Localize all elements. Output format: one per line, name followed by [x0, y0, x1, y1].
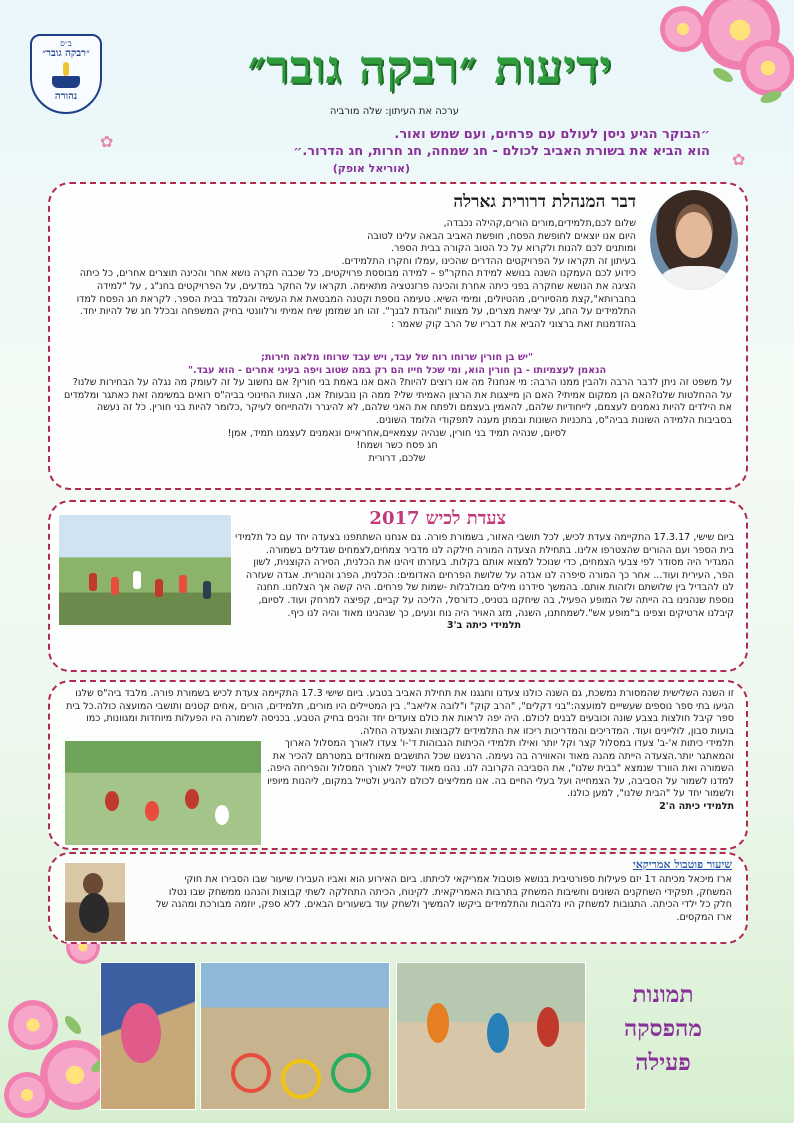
- principal-body: [62, 352, 732, 465]
- butterfly-icon: ✿: [100, 132, 114, 151]
- recess-photo: [100, 962, 196, 1110]
- paragraph: שלום לכם,תלמידים,מורים הורים,קהילה נכבדה,: [443, 218, 636, 229]
- trip-body-bottom: [264, 738, 734, 814]
- principal-heading: דבר המנהלת דרורית גארלה: [453, 192, 636, 212]
- quote-line-1: ״הבוקר הגיע ניסן לעולם עם פרחים, ועם שמש ואור.: [394, 127, 710, 142]
- paragraph: ומותנים לכם להנות ולקרוא על כל הטוב הקורה בבית הספר.: [390, 243, 636, 255]
- trip-photo: [64, 740, 262, 846]
- principal-signature: שלכם, דרורית: [368, 452, 426, 464]
- gallery-caption-line-3: פעילה: [635, 1049, 691, 1076]
- recess-photo: [396, 962, 586, 1110]
- paragraph: בעיתון זה תקראו על הפרויקטים ההדרים שהכינו ,עמלו וחקרו התלמידים.: [341, 255, 636, 267]
- school-logo: [30, 34, 102, 114]
- march-photo: [58, 514, 232, 626]
- paragraph: חג פסח כשר ושמח!: [356, 440, 438, 452]
- logo-line-1: ב״ס: [60, 39, 72, 48]
- principal-intro: [76, 218, 636, 331]
- recess-photo: [200, 962, 390, 1110]
- gallery-caption-line-2: מהפסקה: [624, 1015, 702, 1042]
- march-signature: תלמידי כיתה ב'3: [446, 620, 522, 632]
- march-heading: צעדת לכיש 2017: [369, 508, 506, 529]
- logo-line-2: ״רבקה גובר״: [42, 48, 90, 59]
- motto-line-1: "יש בן חורין שרוחו רוח של עבד, ויש עבד שרוחו מלאה חירות;: [261, 352, 533, 363]
- quote-author: (אוריאל אופק): [332, 162, 410, 175]
- football-body: ארז מיכאל מכיתה ד1 יזם פעילות ספורטיבית בנושא פוטבול אמריקאי לכיתתו. ביום האירוע הוא ואביו העבירו שיעור שבו הסבירו את חוקי המשחק, תפקידי השחקנים השונים וחשיבות המשחק בתרבות האמריקאית. לקינוח, הכיתה התחלקה לשתי קבוצות והנהנו ממשחק שבו נטלו חלק כל ילדי הכיתה. התגובות למשחק היו נלהבות והתלמידים ביקשו להמשיך ולשחק עוד בשעורים הבאים. ללא ספק, יוזמה מבורכת ומהנה של ארז המקסים.: [156, 874, 732, 923]
- quote-line-2: הוא הביא את בשורת האביב לכולם - חג שמחה, חג חרות, חג הדרור.״: [293, 144, 710, 159]
- gallery-caption-line-1: תמונות: [632, 981, 694, 1008]
- paragraph: ביום שישי, 17.3.17 התקיימה צעדת לכיש, לכל תושבי האזור, בשמורת פורה. גם אנחנו השתתפנו בצעדה יחד עם כל תלמידי בית הספר ועם ההורים שהצטרפו אלינו. בתחילת הצעדה המורה חילקה לנו מדביר צמחים,לצמחים שגדלים בשמורה. המגדיר היה מסודר לפי צבעי הצמחים, כדי שנוכל למצוא אותם בקלות. בעזרתו זיהינו את הכלנית, הסירה הקוצנית, לשון הפר, העירית ועוד... אחר כך המורה סיפרה לנו אגדה על שלושת הפרחים האדומים: הכלנית, הפרג והנורית. אגדה שעזרה לנו להבדיל בין שלושתם ולזהות אותם. בהמשך סידרנו מילים מבולבלות -שמות של פרחים. היה קשה אך הצלחנו. תחנה נוספת שנהנינו בה הייתה של המופע הפעיל, בה שיחקנו בטניס, כדורסל, הליכה על קביים, קפיצה למרחק ועוד. לסיום, קיבלנו ארטיקים וצפינו ב"מופע אש".לשמחתנו, השנה, מזג האויר היה נוח ונעים, כך שנהנינו מאוד והיה לנו כיף.: [235, 532, 734, 619]
- motto-line-2: הנאמן לעצמיותו - בן חורין הוא, ומי שכל חייו הם רק במה שטוב ויפה בעיני אחרים - הוא עבד.": [187, 364, 607, 376]
- newsletter-title: ידיעות ״רבקה גובר״: [247, 40, 613, 94]
- logo-line-3: נהורה: [54, 91, 78, 102]
- principal-letter-section: [48, 182, 748, 490]
- book-icon: [50, 62, 82, 88]
- opening-quote: [70, 126, 710, 177]
- editor-credit: ערכה את העיתון: שלה מורביה: [329, 106, 459, 117]
- trip-body-top: זו השנה השלישית שהמסורת נמשכת, גם השנה כולנו צעדנו וחגגנו את תחילת האביב בטבע. ביום שישי 17.3 התקיימה צעדת לכיש בשמורת פורה. מלבד ביה"ס שלנו הגיעו בתי ספר נוספים שעשייים למועצה:"בני דקלים", "הרב קוק" ו"לובה אליאב". בין המטיילים היו מורים, תלמידים, הורים ,אחים קטנים ותושבי המועצה כולה.כל בית ספר קיבל חולצות בצבע שונה וכובעים לבנים לכולם. היה יפה לראות את כולם צועדים יחד והנים בחיק הטבע. בכניסה לשמורה היו הפעלות מיוחדות ומגוונות, כמו בועות סבון, לוליינים ועוד. המדריכים והמדריכות ריכזו את התלמידים לקבוצות והצעדה החלה.: [66, 688, 734, 737]
- football-photo: [64, 862, 126, 942]
- paragraph: היום אנו יוצאים לחופשת הפסח, חופשת האביב הבאה עלינו לטובה: [367, 230, 636, 242]
- football-section: [48, 852, 748, 944]
- trip-section: [48, 680, 748, 850]
- paragraph: על משפט זה ניתן לדבר הרבה ולהבין ממנו הרבה: מי אנחנו? מה אנו רוצים להיות? האם אנו באמת בני חורין? אם נחשוב על זה לעומק מה נגלה על הבחירות שלנו? על ההחלטות שלנו?האם הן ממקום אמיתי? האם הן מייצגות את הרצון האמיתי שלי? ממה הן נובעות? אנו, הצוות החינוכי בביה"ס רואים במשימה זאת כאתגר ומלמדים את הילדים להיות נאמנים לעצמם, לייחודיות שלהם, להאמין בעצמם ולפתח את האני שלהם, לא להיגרר ולהתייחס לעיקר ,כלומר להיות בני חורין. כל זה נעשה בסביבות הלמידה השונות בביה"ס, בתכניות השונות ובמתן מענה לתפקודי הלומד השונים.: [63, 377, 732, 426]
- march-body: [234, 532, 734, 633]
- principal-photo: [650, 190, 738, 290]
- paragraph: כידוע לכם העמקנו השנה בנושא למידת החקר"פ – למידה מבוססת פרויקטים, כל שכבה חקרה נושא אחר והכינה תוצרים אחרים, כל כיתה הציגה את הנושא שחקרה בפני כיתה אחרת והכינה פרזנטציה מתאימה. תקראו על החקר במדעים, על הפרויקטים בחנ"ג , על "למידה בחברותא",קצת מהסיורים, מהטיולים, ומימי השיא. טעימה נוספת וקטנה המבטאת את העשיה והגלמד בבית הספר. לקראת חג הפסח למדו התלמידים על החג, על יציאת מצרים, על מצוות "והגדת לבנך". זהו חג שמזמן שיח אמיתי ורלוונטי בחיק המשפחה ובכלל חג של להיות יחד. בהזדמנות זאת ברצוני להביא את דבריו של הרב קוק שאמר :: [76, 268, 636, 330]
- butterfly-icon: ✿: [732, 150, 746, 169]
- football-heading: שיעור פוטבול אמריקאי: [632, 858, 732, 871]
- paragraph: לסיום, שנהיה תמיד בני חורין, שנהיה עצמאיים,אחראיים ונאמנים לעצמנו תמיד, אמן!: [227, 427, 567, 439]
- gallery-caption: [598, 978, 728, 1080]
- trip-signature: תלמידי כיתה ה'2: [659, 800, 734, 812]
- paragraph: תלמידי כיתות א'-ב' צעדו במסלול קצר וקל יותר ואילו תלמידי הכיתות הגבוהות ד'-ו' צעדו לאורך המסלול הארוך והמאתגר יותר.הצעדה הייתה מהנה מאוד והאווירה בה נעימה. הרגשנו שכל התושבים מאוחדים במטרתם להכיר את השמורה ואת הוורד שנמצא "בבית שלנו", את הסביבה הקרובה לנו. נהנו מאוד לטייל לאורך המסלול והפריחה היפה. למדנו לשמור על הסביבה, על הצמחייה ועל בעלי החיים בה. אנו ממליצים לכולם להגיע ולטייל במקום, ליהנות מיופיו ולשמור יחד על "הבית שלנו", למען כולנו.: [266, 738, 734, 800]
- march-section: [48, 500, 748, 672]
